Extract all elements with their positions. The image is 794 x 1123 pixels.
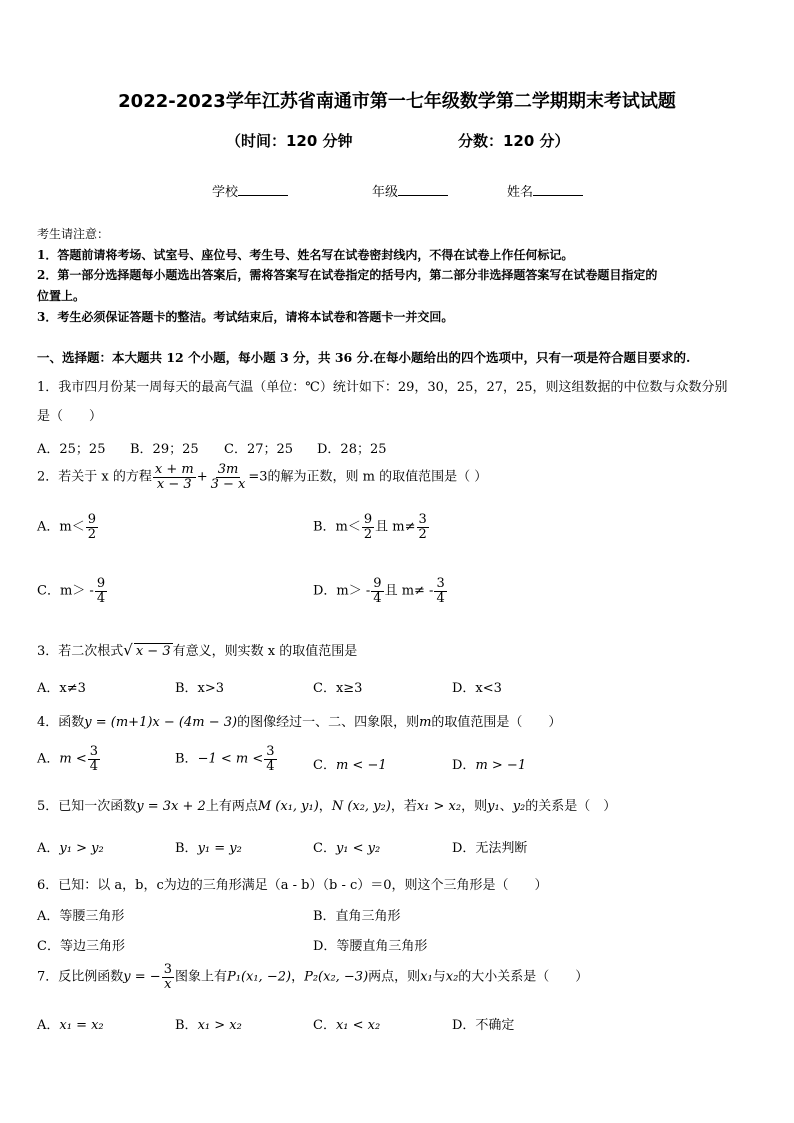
sqrt-sign: √: [123, 641, 133, 659]
note-1: 1．答题前请将考场、试室号、座位号、考生号、姓名写在试卷密封线内，不得在试卷上作任何标记。: [37, 248, 574, 262]
q7-option-c: C．x₁ < x₂: [313, 1018, 381, 1033]
q4-formula: y = (m+1)x − (4m − 3): [84, 715, 238, 730]
q7-option-a: A．x₁ = x₂: [37, 1018, 104, 1033]
school-label: 学校: [212, 185, 239, 200]
q7-option-d: D．不确定: [452, 1018, 515, 1033]
q6-option-b: B．直角三角形: [313, 909, 401, 924]
q1-option-d: D．28；25: [317, 442, 387, 457]
q3-stem: 3．若二次根式√ x − 3 有意义，则实数 x 的取值范围是: [37, 641, 358, 659]
exam-title: 2022-2023学年江苏省南通市第一七年级数学第二学期期末考试试题: [118, 91, 676, 112]
q1-stem: 1．我市四月份某一周每天的最高气温（单位：℃）统计如下：29，30，25，27，25，则这组数据的中位数与众数分别: [37, 380, 728, 395]
q6-stem: 6．已知：以 a，b，c为边的三角形满足（a - b）（b - c）＝0，则这个三角形是（ ）: [37, 878, 548, 893]
q1-option-b: B．29；25: [130, 442, 199, 457]
q3-option-a: A．x≠3: [37, 681, 86, 696]
q1-option-a: A．25；25: [37, 442, 106, 457]
q4-option-c: C．m < −1: [313, 758, 387, 773]
name-label: 姓名: [507, 185, 534, 200]
q2-option-a: A．m＜ $\frac{9}{2}$: [37, 512, 96, 542]
time-label: （时间：120 分钟: [226, 132, 353, 150]
q3-option-b: B．x>3: [175, 681, 225, 696]
q1-option-c: C．27；25: [224, 442, 294, 457]
q2-stem: 2．若关于 x 的方程 $\frac{x + m}{x - 3}$ + $\frac{3m}{3 - x}$ =3的解为正数，则 m 的取值范围是（ ）: [37, 462, 488, 492]
q3-option-d: D．x<3: [452, 681, 502, 696]
score-label: 分数：120 分）: [458, 132, 570, 150]
q2-option-d: D．m＞ - $\frac{9}{4}$ 且 m≠ - $\frac{3}{4}$: [313, 576, 445, 606]
q4-option-b: B．−1 < m < $\frac{3}{4}$: [175, 744, 275, 774]
q2-option-b: B．m＜ $\frac{9}{2}$ 且 m≠ $\frac{3}{2}$: [313, 512, 427, 542]
q5-option-a: A．y₁ > y₂: [37, 841, 104, 856]
grade-blank: [398, 183, 448, 196]
q7-stem: 7．反比例函数y = − $\frac{3}{x}$ 图象上有P₁(x₁, −2)，P₂(x₂, −3)两点，则x₁与x₂的大小关系是（ ）: [37, 962, 589, 992]
school-field: [212, 181, 288, 200]
q5-stem: 5．已知一次函数y = 3x + 2上有两点M (x₁, y₁)，N (x₂, y₂)，若x₁ > x₂，则y₁、y₂的关系是（ ）: [37, 799, 617, 814]
q4-stem: 4．函数y = (m+1)x − (4m − 3)的图像经过一、二、四象限，则m的取值范围是（ ）: [37, 715, 562, 730]
q5-option-b: B．y₁ = y₂: [175, 841, 242, 856]
note-3: 3．考生必须保证答题卡的整洁。考试结束后，请将本试卷和答题卡一并交回。: [37, 310, 454, 324]
q5-option-d: D．无法判断: [452, 841, 528, 856]
q6-option-c: C．等边三角形: [37, 939, 125, 954]
q6-option-d: D．等腰直角三角形: [313, 939, 428, 954]
section-heading: 一、选择题：本大题共 12 个小题，每小题 3 分，共 36 分.在每小题给出的四个选项中，只有一项是符合题目要求的.: [37, 350, 691, 365]
note-2: 2．第一部分选择题每小题选出答案后，需将答案写在试卷指定的括号内，第二部分非选择题答案写在试卷题目指定的: [37, 268, 658, 282]
q2-fraction-2: $\frac{3m}{3 - x}$: [210, 462, 246, 492]
q7-option-b: B．x₁ > x₂: [175, 1018, 242, 1033]
notes-heading: 考生请注意：: [37, 227, 110, 241]
q1-stem-cont: 是（ ）: [37, 409, 103, 424]
grade-label: 年级: [372, 185, 399, 200]
name-field: [507, 181, 583, 200]
grade-field: [372, 181, 448, 200]
q2-fraction-1: $\frac{x + m}{x - 3}$: [154, 462, 194, 492]
q4-option-d: D．m > −1: [452, 758, 527, 773]
q3-radicand: x − 3: [135, 644, 171, 659]
name-blank: [533, 183, 583, 196]
q4-option-a: A．m < $\frac{3}{4}$: [37, 744, 99, 774]
school-blank: [238, 183, 288, 196]
note-2-cont: 位置上。: [37, 289, 86, 303]
q2-option-c: C．m＞ - $\frac{9}{4}$: [37, 576, 106, 606]
q6-option-a: A．等腰三角形: [37, 909, 125, 924]
q3-option-c: C．x≥3: [313, 681, 363, 696]
q5-option-c: C．y₁ < y₂: [313, 841, 381, 856]
